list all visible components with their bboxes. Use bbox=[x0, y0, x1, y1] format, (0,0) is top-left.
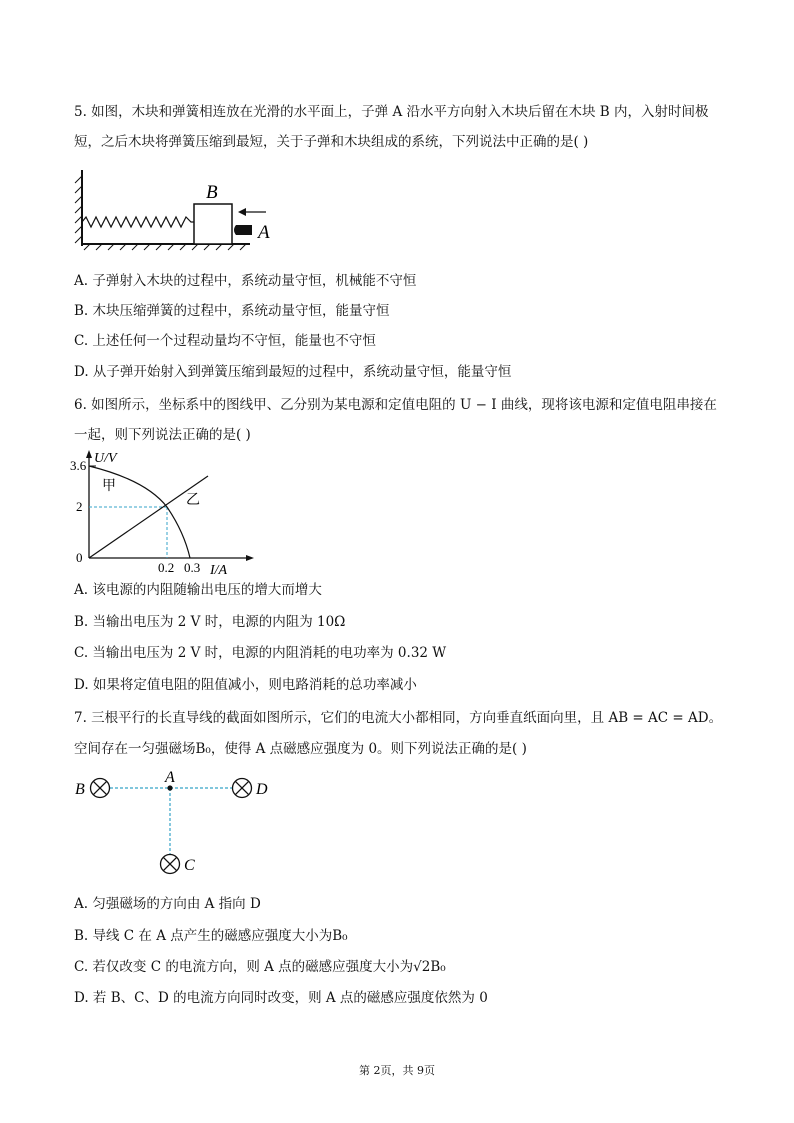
bullet-a bbox=[234, 225, 252, 235]
q5-spring-block-figure bbox=[70, 168, 290, 254]
curve-jia-label: 甲 bbox=[102, 479, 116, 494]
q7-stem-line1: 7. 三根平行的长直导线的截面如图所示，它们的电流大小都相同，方向垂直纸面向里，且 AB = AC = AD。 bbox=[74, 710, 723, 726]
q5-option-a: A. 子弹射入木块的过程中，系统动量守恒，机械能不守恒 bbox=[74, 273, 417, 289]
q7-option-c: C. 若仅改变 C 的电流方向，则 A 点的磁感应强度大小为√2B₀ bbox=[74, 959, 446, 975]
q5-stem-line2: 短，之后木块将弹簧压缩到最短，关于子弹和木块组成的系统，下列说法中正确的是( ) bbox=[74, 134, 589, 150]
origin-label: 0 bbox=[76, 550, 83, 565]
y-tick-3-6: 3.6 bbox=[70, 458, 87, 473]
x-tick-0-2: 0.2 bbox=[158, 560, 175, 575]
q5-option-b: B. 木块压缩弹簧的过程中，系统动量守恒，能量守恒 bbox=[74, 303, 390, 319]
point-a bbox=[167, 785, 172, 790]
label-point-a: A bbox=[165, 769, 175, 786]
label-b: B bbox=[206, 182, 218, 203]
q6-stem-line1: 6. 如图所示，坐标系中的图线甲、乙分别为某电源和定值电阻的 U − I 曲线，现将该电源和定值电阻串接在 bbox=[74, 397, 717, 413]
wire-b-cross-icon bbox=[91, 779, 110, 798]
spring bbox=[82, 217, 194, 227]
q7-option-a: A. 匀强磁场的方向由 A 指向 D bbox=[74, 896, 261, 912]
q6-ui-graph bbox=[68, 448, 258, 576]
line-yi-label: 乙 bbox=[186, 493, 200, 508]
q7-option-d: D. 若 B、C、D 的电流方向同时改变，则 A 点的磁感应强度依然为 0 bbox=[74, 990, 488, 1006]
q6-option-b: B. 当输出电压为 2 V 时，电源的内阻为 10Ω bbox=[74, 614, 346, 630]
wire-d-cross-icon bbox=[233, 779, 252, 798]
q5-stem-line1: 5. 如图，木块和弹簧相连放在光滑的水平面上，子弹 A 沿水平方向射入木块后留在木块 B 内，入射时间极 bbox=[74, 104, 709, 120]
label-wire-c: C bbox=[184, 857, 195, 874]
block-b bbox=[194, 204, 232, 244]
q7-stem-line2: 空间存在一匀强磁场B₀，使得 A 点磁感应强度为 0。则下列说法正确的是( ) bbox=[74, 741, 527, 757]
q7-option-b: B. 导线 C 在 A 点产生的磁感应强度大小为B₀ bbox=[74, 928, 348, 944]
label-wire-d: D bbox=[256, 781, 268, 798]
wire-c-cross-icon bbox=[161, 855, 180, 874]
q7-wires-figure bbox=[70, 768, 280, 878]
q6-option-c: C. 当输出电压为 2 V 时，电源的内阻消耗的电功率为 0.32 W bbox=[74, 645, 447, 661]
y-axis-label: U/V bbox=[94, 451, 117, 466]
q5-option-c: C. 上述任何一个过程动量均不守恒，能量也不守恒 bbox=[74, 333, 376, 349]
x-axis-label: I/A bbox=[210, 563, 228, 576]
y-tick-2: 2 bbox=[76, 499, 83, 514]
label-a: A bbox=[258, 222, 270, 243]
q6-stem-line2: 一起，则下列说法正确的是( ) bbox=[74, 427, 251, 443]
q6-option-a: A. 该电源的内阻随输出电压的增大而增大 bbox=[74, 582, 322, 598]
q5-option-d: D. 从子弹开始射入到弹簧压缩到最短的过程中，系统动量守恒，能量守恒 bbox=[74, 364, 512, 380]
label-wire-b: B bbox=[75, 781, 85, 798]
q6-option-d: D. 如果将定值电阻的阻值减小，则电路消耗的总功率减小 bbox=[74, 677, 417, 693]
page-footer: 第 2页，共 9页 bbox=[359, 1064, 435, 1077]
x-tick-0-3: 0.3 bbox=[184, 560, 201, 575]
